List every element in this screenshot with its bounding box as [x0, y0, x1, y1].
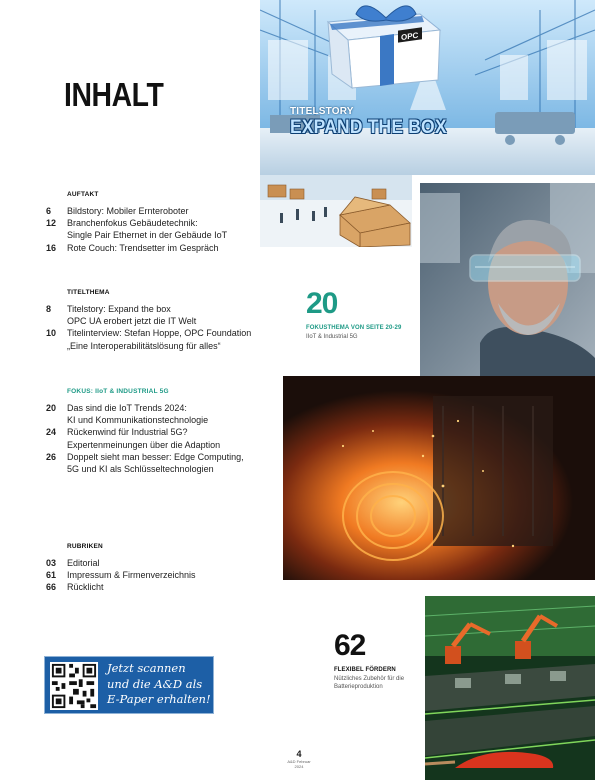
feature-caption: FLEXIBEL FÖRDERN — [334, 667, 396, 673]
toc-entry[interactable] — [46, 581, 286, 593]
entry-title: Bildstory: Mobiler Ernteroboter — [67, 206, 189, 216]
section-heading: AUFTAKT — [67, 191, 99, 198]
section-heading: RUBRIKEN — [67, 543, 103, 550]
cover-text — [290, 106, 460, 139]
conveyor-feature[interactable] — [334, 631, 414, 691]
cover-story-image[interactable] — [260, 0, 595, 175]
entry-subtitle: Expertenmeinungen über die Adaption — [67, 439, 221, 450]
entry-subtitle: „Eine Interoperabilitätslösung für alles“ — [67, 340, 221, 351]
section-auftakt — [46, 191, 286, 254]
feature-number: 20 — [306, 287, 338, 320]
qr-promo-text — [107, 661, 212, 708]
page-number: 03 — [46, 558, 57, 568]
factory-hall-illustration — [260, 0, 595, 175]
feature-number: 62 — [334, 629, 366, 662]
entry-title: Rückenwind für Industrial 5G? — [67, 427, 188, 438]
qr-code-icon[interactable] — [50, 662, 98, 710]
page-folio — [284, 749, 314, 769]
qr-line: Jetzt scannen — [107, 661, 186, 675]
toc-entry[interactable] — [46, 451, 286, 475]
entry-title: Das sind die IoT Trends 2024: — [67, 403, 187, 413]
toc-entry[interactable] — [46, 303, 286, 327]
section-titelthema — [46, 289, 286, 352]
toc-entry[interactable] — [46, 569, 286, 581]
entry-title: Branchenfokus Gebäudetechnik: — [67, 218, 198, 229]
toc-entry[interactable] — [46, 557, 286, 569]
section-rubriken — [46, 543, 286, 594]
entry-subtitle: OPC UA erobert jetzt die IT Welt — [67, 316, 197, 327]
page-number: 6 — [46, 206, 52, 216]
entry-title: Rücklicht — [67, 582, 104, 593]
entry-subtitle: KI und Kommunikationstechnologie — [67, 415, 209, 426]
box-logo: OPC — [401, 30, 419, 43]
toc-entry[interactable] — [46, 402, 286, 426]
smart-glasses-icon — [470, 255, 580, 281]
qr-line: und die A&D als — [107, 676, 203, 691]
toc-entry[interactable] — [46, 327, 286, 351]
toc-entry[interactable] — [46, 217, 286, 241]
cover-kicker: TITELSTORY — [290, 106, 354, 117]
page-number: 12 — [46, 218, 57, 229]
page-number: 20 — [46, 403, 57, 413]
toc-entry[interactable] — [46, 242, 286, 254]
toc-entry[interactable] — [46, 205, 286, 217]
section-heading: TITELTHEMA — [67, 289, 110, 296]
feature-subtitle: Nützliches Zubehör für die Batterieproduktion — [334, 676, 405, 690]
conveyor-image[interactable] — [425, 596, 595, 780]
entry-title: Impressum & Firmenverzeichnis — [67, 570, 196, 581]
page-number: 26 — [46, 451, 57, 462]
interview-portrait[interactable] — [420, 183, 595, 386]
focus-feature[interactable] — [306, 289, 401, 341]
section-fokus — [46, 388, 286, 475]
page-number: 24 — [46, 427, 57, 438]
page-number: 66 — [46, 582, 57, 593]
feature-subtitle: IIoT & Industrial 5G — [306, 334, 358, 340]
entry-title: Doppelt sieht man besser: Edge Computing, — [67, 451, 244, 462]
cover-headline: EXPAND THE BOX — [290, 117, 447, 138]
entry-subtitle: 5G und KI als Schlüsseltechnologien — [67, 464, 214, 475]
entry-subtitle: Single Pair Ethernet in der Gebäude IoT — [67, 230, 228, 241]
page-title: INHALT — [64, 76, 164, 113]
entry-title: Titelinterview: Stefan Hoppe, OPC Foundation — [67, 328, 252, 339]
folio-page-number: 4 — [296, 749, 302, 759]
folio-publication: A&D Februar 2024 — [287, 759, 311, 769]
steel-mill-image[interactable] — [283, 376, 595, 580]
page-number: 8 — [46, 304, 52, 314]
qr-line: E-Paper erhalten! — [107, 692, 211, 706]
page-number: 61 — [46, 570, 57, 581]
entry-title: Rote Couch: Trendsetter im Gespräch — [67, 242, 219, 253]
toc-entry[interactable] — [46, 426, 286, 450]
section-heading: FOKUS: IIoT & INDUSTRIAL 5G — [67, 388, 169, 395]
feature-caption: FOKUSTHEMA VON SEITE 20-29 — [306, 325, 402, 331]
boxes-illustration — [260, 175, 412, 247]
entry-title: Editorial — [67, 558, 100, 568]
epaper-qr-promo[interactable] — [44, 656, 214, 714]
entry-title: Titelstory: Expand the box — [67, 304, 171, 314]
page-number: 10 — [46, 328, 57, 339]
page-number: 16 — [46, 242, 57, 253]
